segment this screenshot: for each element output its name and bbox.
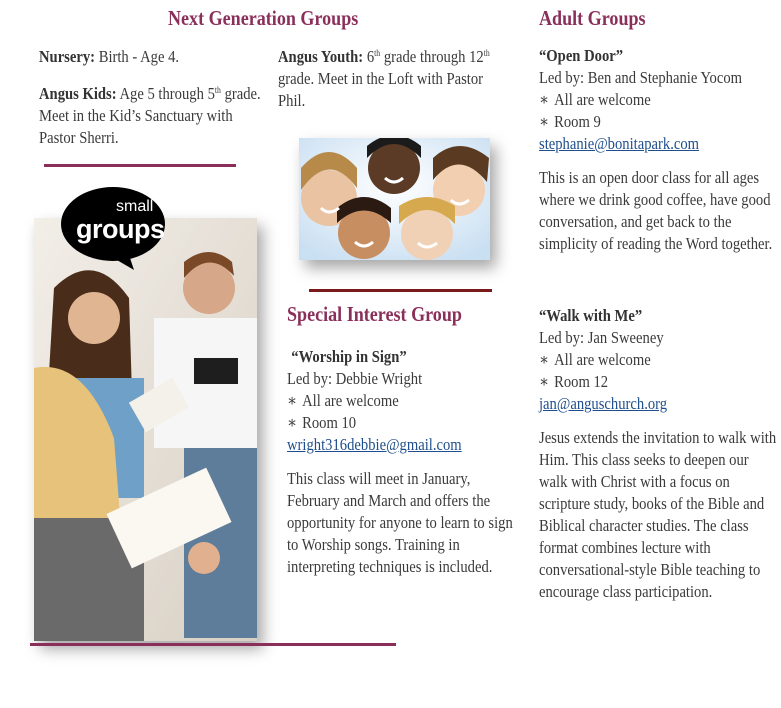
youth-text-3: grade. Meet in the Loft with Pastor Phil. (278, 69, 484, 110)
open-door-welcome: ∗ All are welcome (539, 89, 776, 111)
angus-youth-entry (278, 46, 493, 112)
next-gen-heading: Next Generation Groups (168, 6, 359, 30)
youth-sup-1: th (374, 48, 381, 58)
angus-kids-entry (39, 83, 264, 149)
open-door-title: “Open Door” (539, 46, 624, 65)
kids-photo (299, 138, 490, 260)
walk-room: ∗ Room 12 (539, 371, 776, 393)
youth-label: Angus Youth: (278, 47, 364, 66)
youth-text-2: grade through 12 (380, 47, 484, 66)
open-door-email-link[interactable]: stephanie@bonitapark.com (539, 134, 700, 153)
badge-line-groups: groups (76, 214, 165, 244)
walk-leader: Led by: Jan Sweeney (539, 328, 664, 347)
open-door-block (539, 45, 776, 255)
open-door-description: This is an open door class for all ages where we drink good coffee, have good conversation, and get back to the simplicity of reading the Word together. (539, 168, 773, 253)
nursery-text: Birth - Age 4. (95, 47, 180, 66)
special-interest-heading: Special Interest Group (287, 302, 462, 326)
worship-email-link[interactable]: wright316debbie@gmail.com (287, 435, 462, 454)
worship-in-sign-title: “Worship in Sign” (291, 347, 407, 366)
small-groups-badge (60, 186, 168, 272)
next-gen-divider (44, 164, 236, 167)
kids-sup: th (214, 85, 221, 95)
kids-text-2: grade. Meet in the Kid’s Sanctuary with Pastor Sherri. (39, 84, 261, 147)
nursery-label: Nursery: (39, 47, 96, 66)
walk-welcome: ∗ All are welcome (539, 349, 776, 371)
badge-line-small: small (116, 198, 154, 215)
walk-with-me-block (539, 305, 776, 603)
youth-sup-2: th (483, 48, 490, 58)
bottom-divider (30, 643, 396, 646)
walk-email-link[interactable]: jan@anguschurch.org (539, 394, 668, 413)
adult-groups-heading: Adult Groups (539, 6, 646, 30)
walk-description: Jesus extends the invitation to walk with Him. This class seeks to deepen our walk with Christ with a focus on scripture study, books of the Bible and Biblical character studies. The class format combines lecture with conversational-style Bible teaching to encourage class participation. (539, 428, 777, 601)
worship-room: ∗ Room 10 (287, 412, 521, 434)
worship-welcome: ∗ All are welcome (287, 390, 521, 412)
special-interest-divider (309, 289, 492, 292)
nursery-entry (39, 46, 264, 68)
open-door-room: ∗ Room 9 (539, 111, 776, 133)
open-door-leader: Led by: Ben and Stephanie Yocom (539, 68, 743, 87)
worship-description: This class will meet in January, February and March and offers the opportunity for anyone to learn to sign to Worship songs. Training in interpreting techniques is included. (287, 469, 513, 576)
kids-text: Age 5 through 5 (116, 84, 215, 103)
worship-in-sign-block (287, 346, 521, 578)
group-study-photo (34, 218, 257, 641)
worship-leader: Led by: Debbie Wright (287, 369, 423, 388)
youth-text: 6 (363, 47, 375, 66)
kids-label: Angus Kids: (39, 84, 117, 103)
walk-with-me-title: “Walk with Me” (539, 306, 643, 325)
